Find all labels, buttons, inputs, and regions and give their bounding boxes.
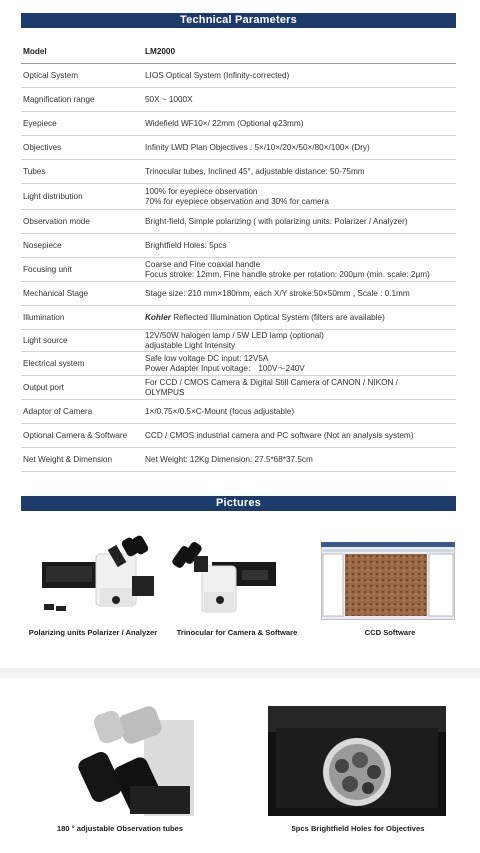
spec-value-line: 100% for eyepiece observation <box>145 186 258 196</box>
observation-tubes-image <box>60 690 230 818</box>
picture-caption-tubes: 180 ° adjustable Observation tubes <box>56 824 184 833</box>
spec-value-line: Focus stroke: 12mm, Fine handle stroke per rotation: 200μm (min. scale: 2μm) <box>145 269 430 279</box>
spec-value-line: Power Adapter Input voltage： 100V～240V <box>145 363 305 373</box>
spec-key: Light source <box>23 336 68 345</box>
detail-pictures <box>0 678 480 853</box>
spec-key: Tubes <box>23 167 46 176</box>
spec-value-line: Net Weight: 12Kg Dimension: 27.5*68*37.5cm <box>145 454 313 464</box>
spec-value-line: Trinocular tubes, Inclined 45°, adjustable distance: 50-75mm <box>145 166 365 176</box>
spec-key: Adaptor of Camera <box>23 407 93 416</box>
technical-parameters-title: Technical Parameters <box>21 13 456 28</box>
spec-row <box>21 306 456 330</box>
spec-key: Objectives <box>23 143 62 152</box>
spec-value <box>145 187 456 207</box>
spec-value <box>145 71 456 81</box>
spec-value-line: Widefield WF10×/ 22mm (Optional φ23mm) <box>145 118 304 128</box>
spec-key: Light distribution <box>23 192 83 201</box>
spec-value <box>145 167 456 177</box>
spec-value <box>145 143 456 153</box>
spec-value-line: 50X ~ 1000X <box>145 94 193 104</box>
spec-row <box>21 400 456 424</box>
spec-row <box>21 282 456 306</box>
spec-header-row <box>21 40 456 64</box>
spec-key: Focusing unit <box>23 265 72 274</box>
spec-key: Illumination <box>23 313 65 322</box>
spec-value-line: Stage size: 210 mm×180mm, each X/Y stroke:50×50mm , Scale : 0.1mm <box>145 288 410 298</box>
spec-value-line: 1×/0.75×/0.5×C-Mount (focus adjustable) <box>145 406 295 416</box>
spec-value <box>145 95 456 105</box>
picture-caption-trinocular: Trinocular for Camera & Software <box>176 628 298 637</box>
spec-row <box>21 88 456 112</box>
ccd-software-screenshot <box>321 542 455 620</box>
picture-caption-holes: 5pcs Brightfield Holes for Objectives <box>291 824 425 833</box>
spec-header-key: Model <box>23 47 47 56</box>
pictures-title: Pictures <box>21 496 456 511</box>
spec-row <box>21 184 456 210</box>
spec-key: Magnification range <box>23 95 95 104</box>
spec-table <box>21 40 456 472</box>
spec-value-line: 12V/50W halogen lamp / 5W LED lamp (optional) <box>145 330 324 340</box>
spec-value-emphasis: Kohler <box>145 312 171 322</box>
spec-value-line: OLYMPUS <box>145 387 185 397</box>
spec-value <box>145 313 456 323</box>
spec-value-line: Bright-field, Simple polarizing ( with polarizing units: Polarizer / Analyzer) <box>145 216 408 226</box>
spec-key: Optional Camera & Software <box>23 431 128 440</box>
spec-value <box>145 241 456 251</box>
spec-value <box>145 331 456 351</box>
spec-key: Observation mode <box>23 217 90 226</box>
spec-value <box>145 119 456 129</box>
spec-key: Electrical system <box>23 359 85 368</box>
spec-row <box>21 330 456 352</box>
spec-value-line: Coarse and Fine coaxial handle <box>145 259 261 269</box>
spec-row <box>21 258 456 282</box>
microscope-trinocular-image <box>172 532 282 618</box>
spec-row <box>21 376 456 400</box>
spec-key: Output port <box>23 383 64 392</box>
spec-row <box>21 64 456 88</box>
spec-value-line: For CCD / CMOS Camera & Digital Still Camera of CANON / NIKON / <box>145 377 398 387</box>
picture-caption-polarizing: Polarizing units Polarizer / Analyzer <box>28 628 158 637</box>
spec-value-line: LIOS Optical System (Infinity-corrected) <box>145 70 290 80</box>
spec-row <box>21 448 456 472</box>
spec-key: Mechanical Stage <box>23 289 89 298</box>
spec-value-line: Brightfield Holes: 5pcs <box>145 240 227 250</box>
spec-value-line: Reflected Illumination Optical System (filters are available) <box>173 312 385 322</box>
section-divider <box>0 668 480 678</box>
spec-value <box>145 407 456 417</box>
spec-value <box>145 260 456 280</box>
spec-row <box>21 234 456 258</box>
spec-value-line: adjustable Light Intensity <box>145 340 236 350</box>
spec-row <box>21 160 456 184</box>
spec-row <box>21 112 456 136</box>
spec-value <box>145 378 456 398</box>
spec-value-line: Infinity LWD Plan Objectives : 5×/10×/20×/50×/80×/100× (Dry) <box>145 142 370 152</box>
brightfield-holes-image <box>268 706 446 816</box>
spec-key: Optical System <box>23 71 79 80</box>
spec-row <box>21 210 456 234</box>
spec-value-line: 70% for eyepiece observation and 30% for camera <box>145 196 329 206</box>
spec-value-line: Safe low voltage DC input: 12V5A <box>145 353 269 363</box>
spec-value-line: CCD / CMOS industrial camera and PC software (Not an analysis system) <box>145 430 414 440</box>
spec-key: Nosepiece <box>23 241 62 250</box>
spec-row <box>21 136 456 160</box>
spec-row <box>21 352 456 376</box>
spec-row <box>21 424 456 448</box>
spec-header-value: LM2000 <box>145 46 176 56</box>
spec-key: Eyepiece <box>23 119 57 128</box>
microscope-polarizing-image <box>36 532 162 616</box>
spec-key: Net Weight & Dimension <box>23 455 113 464</box>
spec-value <box>145 455 456 465</box>
spec-value <box>145 289 456 299</box>
spec-value <box>145 354 456 374</box>
picture-caption-ccd: CCD Software <box>364 628 416 637</box>
spec-value <box>145 431 456 441</box>
spec-value <box>145 217 456 227</box>
